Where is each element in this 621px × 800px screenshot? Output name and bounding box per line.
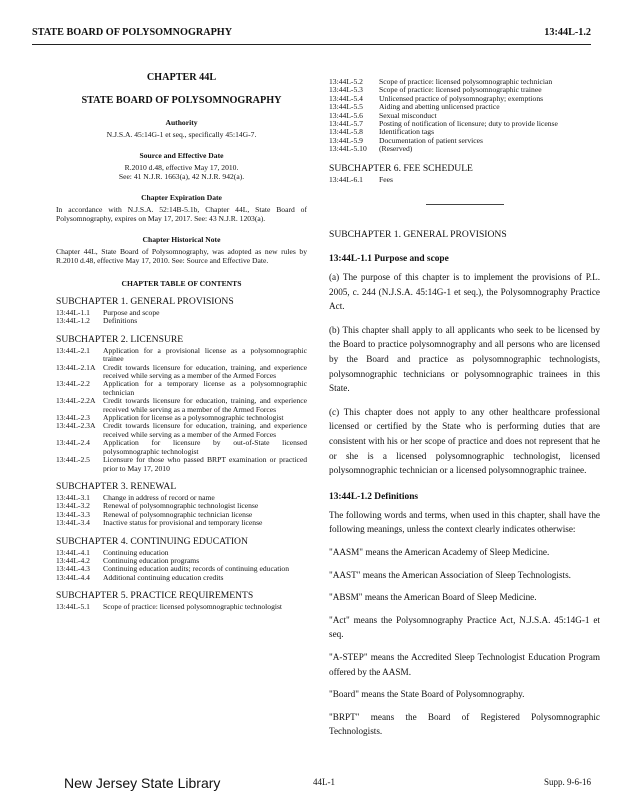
toc-entry: 13:44L-5.1 Scope of practice: licensed polysomnographic technologist xyxy=(56,602,283,612)
toc-list-sub5-cont xyxy=(329,78,600,154)
definition-item: "BRPT" means the Board of Registered Polysomnographic Technologists. xyxy=(329,711,600,737)
definition-item: "Act" means the Polysomnography Practice Act, N.J.S.A. 45:14G-1 et seq. xyxy=(329,614,600,640)
toc-entry: 13:44L-4.2 Continuing education programs xyxy=(56,555,200,565)
definition-item: "A-STEP" means the Accredited Sleep Technologist Education Program offered by the AASM. xyxy=(329,651,600,677)
header-rule xyxy=(32,44,591,45)
toc-entry: 13:44L-5.9 Documentation of patient services xyxy=(329,135,483,145)
source-line-1: R.2010 d.48, effective May 17, 2010. xyxy=(124,163,239,172)
toc-entry: 13:44L-2.3 Application for license as a polysomnographic technologist xyxy=(56,413,284,423)
history-heading: Chapter Historical Note xyxy=(142,235,221,244)
source-heading: Source and Effective Date xyxy=(139,151,224,160)
toc-entry: 13:44L-3.4 Inactive status for provisional and temporary license xyxy=(56,518,263,528)
toc-subchapter-6: SUBCHAPTER 6. FEE SCHEDULE xyxy=(329,162,473,174)
toc-subchapter-1: SUBCHAPTER 1. GENERAL PROVISIONS xyxy=(56,296,234,307)
toc-entry: 13:44L-3.1 Change in address of record or name xyxy=(56,492,215,502)
toc-subchapter-5: SUBCHAPTER 5. PRACTICE REQUIREMENTS xyxy=(56,590,254,602)
left-column xyxy=(56,72,307,612)
history-text: Chapter 44L, State Board of Polysomnography, was adopted as new rules by R.2010 d.48, effective May 17, 2010. See: Source and Effective Date. xyxy=(56,247,307,265)
toc-list-sub5 xyxy=(56,603,307,611)
definition-item: "AASM" means the American Academy of Sleep Medicine. xyxy=(329,546,550,557)
definitions-intro: The following words and terms, when used in this chapter, shall have the following meanings, unless the context clearly indicates otherwise: xyxy=(329,509,600,535)
toc-entry: 13:44L-1.1 Purpose and scope xyxy=(56,308,160,317)
supplement-date: Supp. 9-6-16 xyxy=(544,777,591,787)
toc-entry: 13:44L-3.2 Renewal of polysomnographic technologist license xyxy=(56,501,259,511)
toc-entry: 13:44L-5.5 Aiding and abetting unlicensed practice xyxy=(329,102,500,112)
source-line-2: See: 41 N.J.R. 1663(a), 42 N.J.R. 942(a). xyxy=(118,172,245,181)
authority-heading: Authority xyxy=(165,118,198,127)
toc-entry: 13:44L-5.4 Unlicensed practice of polysomnography; exemptions xyxy=(329,93,544,103)
toc-subchapter-4: SUBCHAPTER 4. CONTINUING EDUCATION xyxy=(56,535,248,547)
toc-entry: 13:44L-6.1 Fees xyxy=(329,174,393,184)
toc-entry: 13:44L-4.3 Continuing education audits; records of continuing education xyxy=(56,564,290,574)
toc-entry: 13:44L-4.1 Continuing education xyxy=(56,547,169,557)
section-1-2-heading: 13:44L-1.2 Definitions xyxy=(329,491,419,502)
toc-entry: 13:44L-5.10 (Reserved) xyxy=(329,144,413,154)
toc-entry: 13:44L-2.1A Credit towards licensure for education, training, and experience received while serving as a member of the Armed Forces xyxy=(56,362,307,381)
toc-entry: 13:44L-2.5 Licensure for those who passed BRPT examination or practiced prior to May 17, 2010 xyxy=(56,455,307,473)
paragraph-c: (c) This chapter does not apply to any other healthcare professional licensed or certified by the State who is performing duties that are consistent with his or her scope of practice and does not represent that he or she is a licensed polysomnographic technologist, licensed polysomnographic technician or a licensed polysomnographic trainee. xyxy=(329,406,600,476)
definition-item: "AAST" means the American Association of Sleep Technologists. xyxy=(329,569,571,580)
toc-subchapter-3: SUBCHAPTER 3. RENEWAL xyxy=(56,480,177,492)
subchapter-1-title: SUBCHAPTER 1. GENERAL PROVISIONS xyxy=(329,229,507,241)
toc-entry: 13:44L-5.2 Scope of practice: licensed polysomnographic technician xyxy=(329,77,553,86)
running-header xyxy=(32,27,591,43)
toc-entry: 13:44L-5.3 Scope of practice: licensed polysomnographic trainee xyxy=(329,85,542,95)
toc-entry: 13:44L-2.1 Application for a provisional license as a polysomnographic trainee xyxy=(56,345,307,364)
section-divider xyxy=(426,204,504,205)
toc-entry: 13:44L-5.7 Posting of notification of licensure; duty to provide license xyxy=(329,119,558,129)
toc-entry: 13:44L-3.3 Renewal of polysomnographic technician license xyxy=(56,509,253,519)
toc-entry: 13:44L-2.2 Application for a temporary license as a polysomnographic technician xyxy=(56,379,307,397)
section-1-1-heading: 13:44L-1.1 Purpose and scope xyxy=(329,254,449,265)
definition-item: "ABSM" means the American Board of Sleep Medicine. xyxy=(329,592,537,603)
expiration-heading: Chapter Expiration Date xyxy=(141,193,222,202)
authority-text: N.J.S.A. 45:14G-1 et seq., specifically 45:14G-7. xyxy=(106,130,257,139)
toc-entry: 13:44L-5.8 Identification tags xyxy=(329,127,435,137)
chapter-title: STATE BOARD OF POLYSOMNOGRAPHY xyxy=(81,95,282,106)
toc-list-sub2 xyxy=(56,347,307,473)
toc-entry: 13:44L-1.2 Definitions xyxy=(56,316,138,326)
toc-entry: 13:44L-2.4 Application for licensure by out-of-State licensed polysomnographic technologist xyxy=(56,438,307,456)
toc-entry: 13:44L-4.4 Additional continuing education credits xyxy=(56,572,224,582)
page-number: 44L-1 xyxy=(313,777,335,787)
toc-list-sub6 xyxy=(329,176,600,184)
toc-subchapter-2: SUBCHAPTER 2. LICENSURE xyxy=(56,333,184,345)
toc-entry: 13:44L-2.2A Credit towards licensure for education, training, and experience received while serving as a member of the Armed Forces xyxy=(56,396,307,414)
right-column xyxy=(329,78,600,739)
toc-entry: 13:44L-5.6 Sexual misconduct xyxy=(329,110,437,120)
paragraph-b: (b) This chapter shall apply to all applicants who seek to be licensed by the Board to practice polysomnography and all persons who are licensed by the Board and practice as polysomnographic technologists, polysomnographic technicians or polysomnographic trainees in this State. xyxy=(329,324,600,394)
expiration-text: In accordance with N.J.S.A. 52:14B-5.1b, Chapter 44L, State Board of Polysomnography, expires on May 17, 2017. See: 43 N.J.R. 1203(a). xyxy=(56,205,307,223)
header-section: 13:44L-1.2 xyxy=(544,27,591,38)
toc-heading: CHAPTER TABLE OF CONTENTS xyxy=(121,279,242,288)
paragraph-a: (a) The purpose of this chapter is to implement the provisions of P.L. 2005, c. 244 (N.J.S.A. 45:14G-1 et seq.), the Polysomnography Practice Act. xyxy=(329,272,600,312)
toc-list-sub4 xyxy=(56,549,307,583)
toc-list-sub1 xyxy=(56,309,307,326)
toc-list-sub3 xyxy=(56,494,307,528)
toc-entry: 13:44L-2.3A Credit towards licensure for education, training, and experience received while serving as a member of the Armed Forces xyxy=(56,421,307,439)
chapter-number: CHAPTER 44L xyxy=(146,72,217,83)
library-watermark: New Jersey State Library xyxy=(64,775,221,791)
header-title: STATE BOARD OF POLYSOMNOGRAPHY xyxy=(32,27,233,38)
definition-item: "Board" means the State Board of Polysomnography. xyxy=(329,689,525,700)
